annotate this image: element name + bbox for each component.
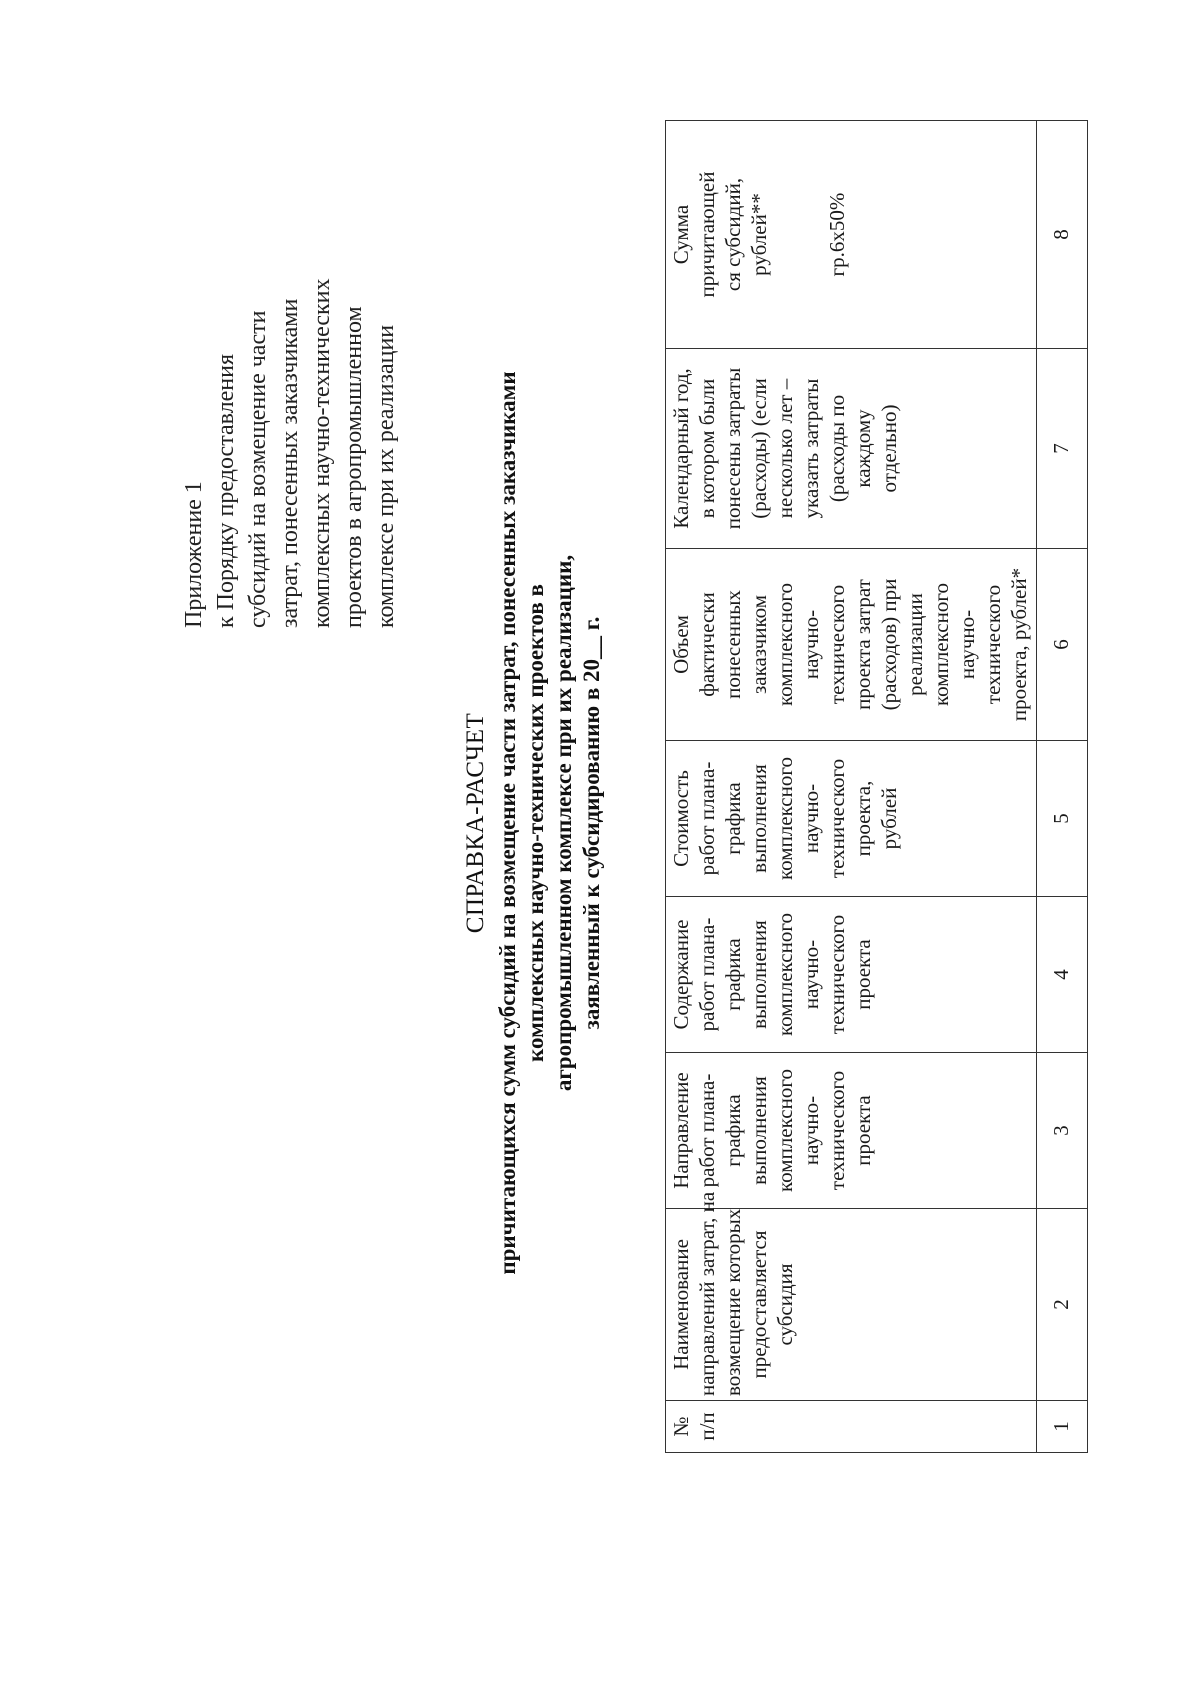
column-number: 5 xyxy=(1037,741,1088,897)
column-number: 6 xyxy=(1037,549,1088,741)
header-cell-4: Содержание работ плана- графика выполнения комплексного научно- технического проекта xyxy=(666,897,1037,1053)
document-subtitle xyxy=(494,233,606,1413)
subtitle-line: причитающихся сумм субсидий на возмещение части затрат, понесенных заказчиками xyxy=(495,371,520,1275)
title-block xyxy=(460,233,606,1413)
header-cell-6: Объем фактически понесенных заказчиком комплексного научно- технического проекта затрат (расходов) при реализации комплексного научно- технического проекта, рублей* xyxy=(666,549,1037,741)
document-title: СПРАВКА-РАСЧЕТ xyxy=(462,712,489,934)
subtitle-line: заявленный к субсидированию в 20__ г. xyxy=(579,616,604,1030)
header-cell-2: Наименование направлений затрат, на возмещение которых предоставляется субсидия xyxy=(666,1209,1037,1401)
appendix-line: субсидий на возмещение части xyxy=(245,310,271,628)
column-number: 7 xyxy=(1037,349,1088,549)
column-number: 1 xyxy=(1037,1401,1088,1453)
appendix-line: Приложение 1 xyxy=(181,481,207,628)
table-header-row xyxy=(666,121,1037,1453)
header-cell-3: Направление работ плана- графика выполнения комплексного научно- технического проекта xyxy=(666,1053,1037,1209)
appendix-line: комплексе при их реализации xyxy=(373,324,399,628)
column-number: 3 xyxy=(1037,1053,1088,1209)
calculation-table xyxy=(665,120,1088,1453)
appendix-note xyxy=(178,208,402,628)
column-number: 8 xyxy=(1037,121,1088,349)
column-number: 2 xyxy=(1037,1209,1088,1401)
column-number-row xyxy=(1037,121,1088,1453)
appendix-line: проектов в агропромышленном xyxy=(341,306,367,628)
appendix-line: затрат, понесенных заказчиками xyxy=(277,298,303,628)
header-cell-1: № п/п xyxy=(666,1401,1037,1453)
column-number: 4 xyxy=(1037,897,1088,1053)
header-cell-5: Стоимость работ плана- графика выполнения комплексного научно- технического проекта, рублей xyxy=(666,741,1037,897)
subtitle-line: агропромышленном комплексе при их реализации, xyxy=(551,554,576,1092)
header-cell-8: Сумма причитающей ся субсидий, рублей** гр.6х50% xyxy=(666,121,1037,349)
appendix-line: комплексных научно-технических xyxy=(309,278,335,628)
appendix-line: к Порядку предоставления xyxy=(213,353,239,628)
subtitle-line: комплексных научно-технических проектов в xyxy=(523,584,548,1062)
formula-text: гр.6х50% xyxy=(825,192,849,277)
header-cell-7: Календарный год, в котором были понесены затраты (расходы) (если несколько лет – указать затраты (расходы по каждому отдельно) xyxy=(666,349,1037,549)
